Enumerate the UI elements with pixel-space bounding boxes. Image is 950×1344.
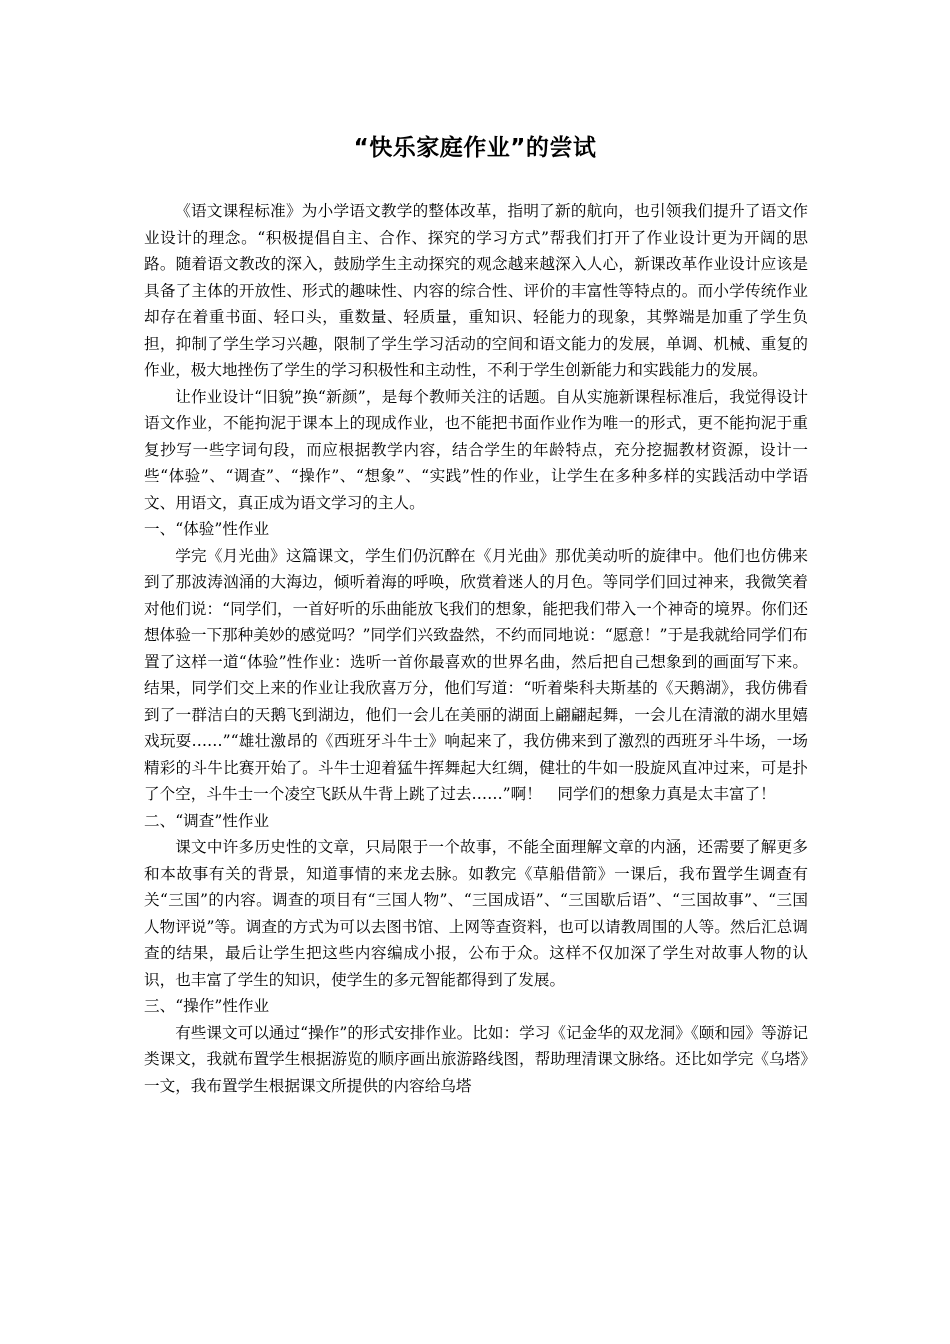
document-body [144,198,808,1099]
paragraph-experience: 学完《月光曲》这篇课文，学生们仍沉醉在《月光曲》那优美动听的旋律中。他们也仿佛来到了那波涛汹涌的大海边，倾听着海的呼唤，欣赏着迷人的月色。等同学们回过神来，我微笑着对他们说：“同学们，一首好听的乐曲能放飞我们的想象，能把我们带入一个神奇的境界。你们还想体验一下那种美妙的感觉吗？”同学们兴致盎然，不约而同地说：“愿意！”于是我就给同学们布置了这样一道“体验”性作业：选听一首你最喜欢的世界名曲，然后把自己想象到的画面写下来。结果，同学们交上来的作业让我欣喜万分，他们写道：“听着柴科夫斯基的《天鹅湖》，我仿佛看到了一群洁白的天鹅飞到湖边，他们一会儿在美丽的湖面上翩翩起舞，一会儿在清澈的湖水里嬉戏玩耍……”“雄壮激昂的《西班牙斗牛士》响起来了，我仿佛来到了激烈的西班牙斗牛场，一场精彩的斗牛比赛开始了。斗牛士迎着猛牛挥舞起大红绸，健壮的牛如一股旋风直冲过来，可是扑了个空，斗牛士一个凌空飞跃从牛背上跳了过去……”啊！ 同学们的想象力真是太丰富了！ [144,546,808,803]
section-heading-experience: 一、“体验”性作业 [144,520,270,538]
paragraph-operation: 有些课文可以通过“操作”的形式安排作业。比如：学习《记金华的双龙洞》《颐和园》等游记类课文，我就布置学生根据游览的顺序画出旅游路线图，帮助理清课文脉络。还比如学完《乌塔》一文，我布置学生根据课文所提供的内容给乌塔 [144,1023,808,1095]
paragraph-survey: 课文中许多历史性的文章，只局限于一个故事，不能全面理解文章的内涵，还需要了解更多和本故事有关的背景，知道事情的来龙去脉。如教完《草船借箭》一课后，我布置学生调查有关“三国”的内容。调查的项目有“三国人物”、“三国成语”、“三国歇后语”、“三国故事”、“三国人物评说”等。调查的方式为可以去图书馆、上网等查资料，也可以请教周围的人等。然后汇总调查的结果，最后让学生把这些内容编成小报，公布于众。这样不仅加深了学生对故事人物的认识，也丰富了学生的知识，使学生的多元智能都得到了发展。 [144,838,808,989]
paragraph-design: 让作业设计“旧貌”换“新颜”，是每个教师关注的话题。自从实施新课程标准后，我觉得设计语文作业，不能拘泥于课本上的现成作业，也不能把书面作业作为唯一的形式，更不能拘泥于重复抄写一些字词句段，而应根据教学内容，结合学生的年龄特点，充分挖掘教材资源，设计一些“体验”、“调查”、“操作”、“想象”、“实践”性的作业，让学生在多种多样的实践活动中学语文、用语文，真正成为语文学习的主人。 [144,387,808,512]
section-heading-operation: 三、“操作”性作业 [144,997,270,1015]
document-title: “快乐家庭作业”的尝试 [353,135,597,161]
paragraph-intro: 《语文课程标准》为小学语文教学的整体改革，指明了新的航向，也引领我们提升了语文作业设计的理念。“积极提倡自主、合作、探究的学习方式”帮我们打开了作业设计更为开阔的思路。随着语文教改的深入，鼓励学生主动探究的观念越来越深入人心，新课改革作业设计应该是具备了主体的开放性、形式的趣味性、内容的综合性、评价的丰富性等特点的。而小学传统作业却存在着重书面、轻口头，重数量、轻质量，重知识、轻能力的现象，其弊端是加重了学生负担，抑制了学生学习兴趣，限制了学生学习活动的空间和语文能力的发展，单调、机械、重复的作业，极大地挫伤了学生的学习积极性和主动性，不利于学生创新能力和实践能力的发展。 [144,202,808,379]
section-heading-survey: 二、“调查”性作业 [144,811,270,830]
